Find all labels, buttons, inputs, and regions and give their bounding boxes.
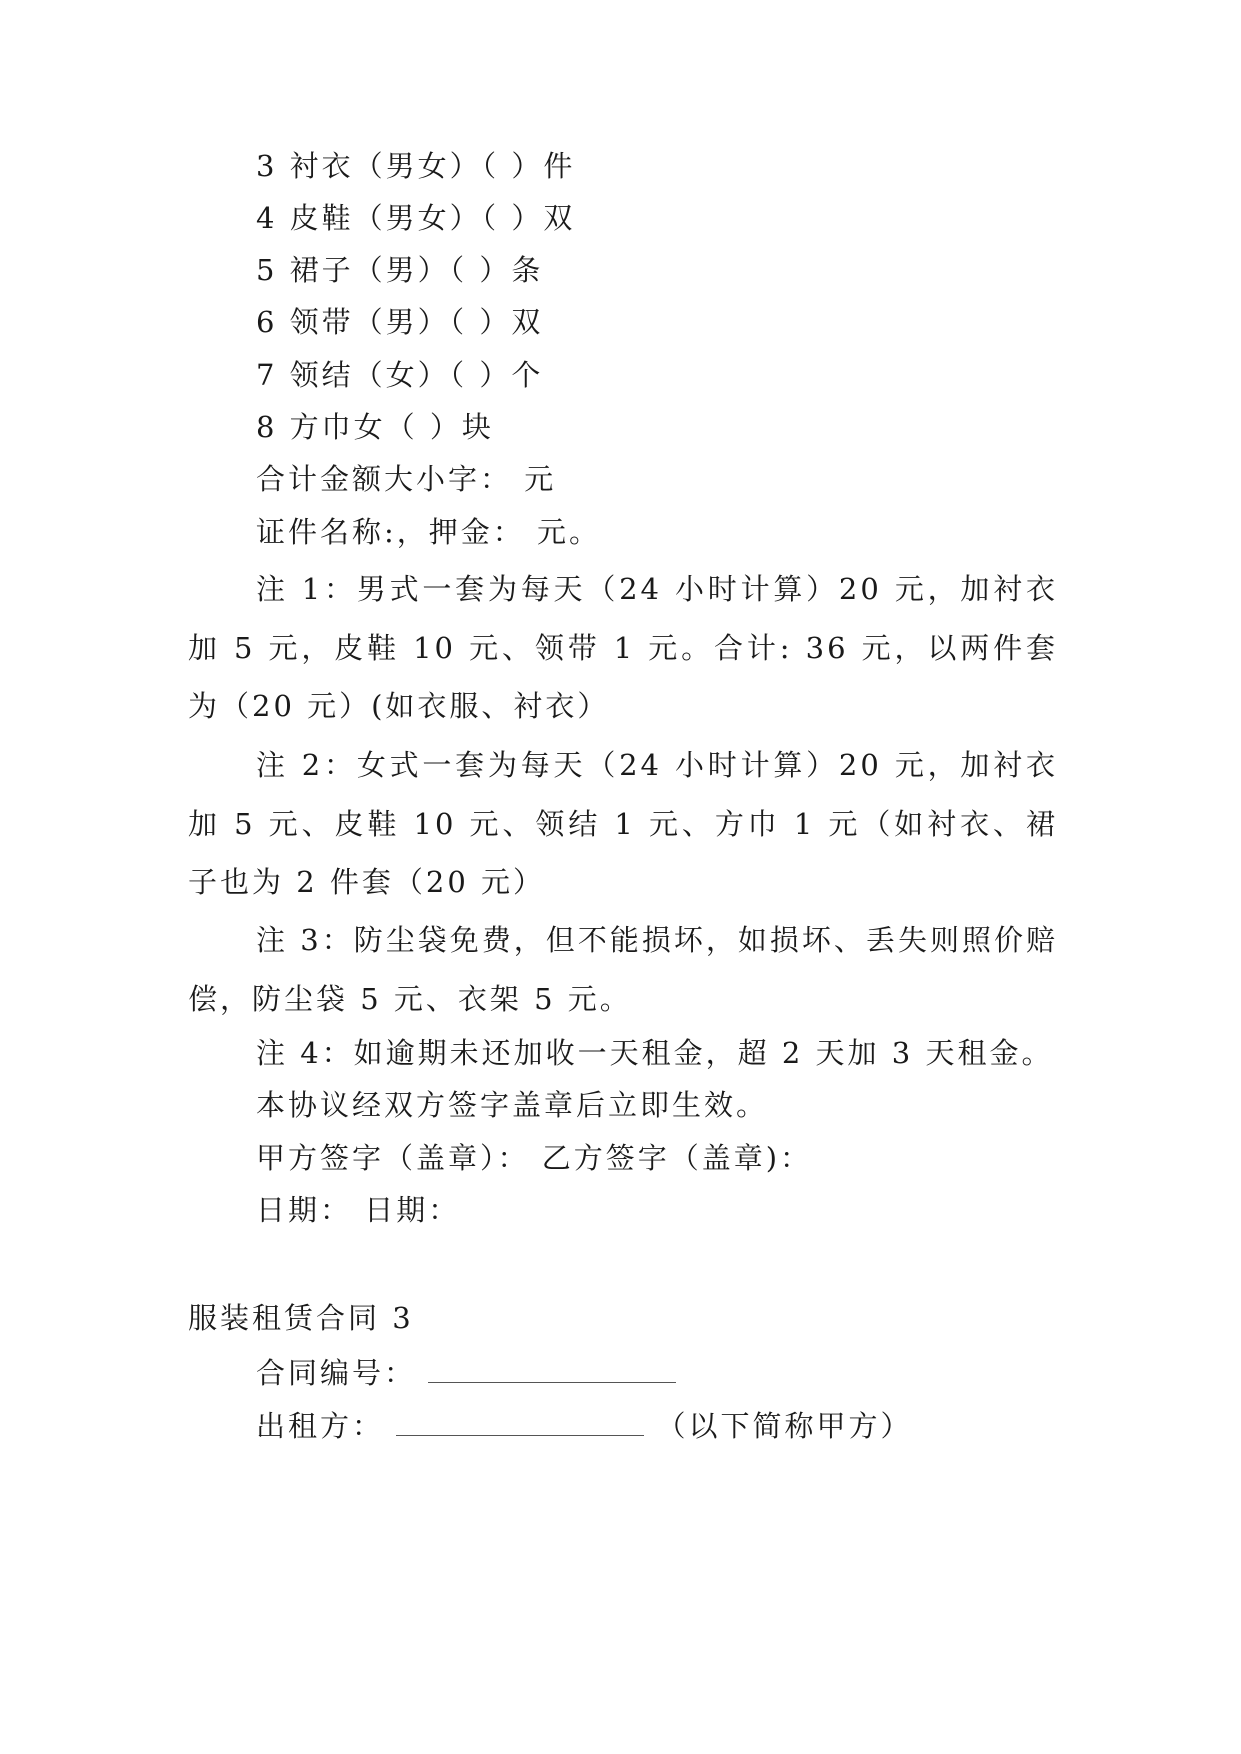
contract-number-blank xyxy=(428,1352,676,1383)
item-shoes: 4 皮鞋（男女）（ ）双 xyxy=(256,201,576,235)
lessor-row xyxy=(256,1405,912,1446)
item-tie: 6 领带（男）（ ）双 xyxy=(256,305,544,339)
note-3: 注 3：防尘袋免费，但不能损坏，如损坏、丢失则照价赔偿，防尘袋 5 元、衣架 5 元。 xyxy=(188,923,1058,1016)
contract-number-label: 合同编号： xyxy=(256,1356,417,1390)
item-skirt: 5 裙子（男）（ ）条 xyxy=(256,253,544,287)
item-scarf: 8 方巾女（ ）块 xyxy=(256,410,494,444)
note-4: 注 4：如逾期未还加收一天租金，超 2 天加 3 天租金。 xyxy=(256,1036,1054,1070)
contract-3-title: 服装租赁合同 3 xyxy=(188,1301,414,1335)
contract-number-row xyxy=(256,1352,676,1393)
note-1: 注 1：男式一套为每天（24 小时计算）20 元，加衬衣加 5 元，皮鞋 10 元、领带 1 元。合计: 36 元，以两件套为（20 元）(如衣服、衬衣） xyxy=(188,572,1058,723)
signature-line: 甲方签字（盖章）： 乙方签字（盖章)： xyxy=(256,1141,813,1175)
item-bowtie: 7 领结（女）（ ）个 xyxy=(256,358,544,392)
note-2: 注 2：女式一套为每天（24 小时计算）20 元，加衬衣加 5 元、皮鞋 10 元、领结 1 元、方巾 1 元（如衬衣、裙子也为 2 件套（20 元） xyxy=(188,748,1058,899)
lessor-blank xyxy=(396,1405,644,1436)
total-amount-line: 合计金额大小字： 元 xyxy=(256,462,557,496)
effective-clause: 本协议经双方签字盖章后立即生效。 xyxy=(256,1088,769,1122)
id-deposit-line: 证件名称:，押金： 元。 xyxy=(256,515,601,549)
lessor-label: 出租方： xyxy=(256,1409,385,1443)
lessor-suffix: （以下简称甲方） xyxy=(656,1409,913,1443)
date-line: 日期： 日期： xyxy=(256,1193,461,1227)
item-shirt: 3 衬衣（男女）（ ）件 xyxy=(256,149,576,183)
